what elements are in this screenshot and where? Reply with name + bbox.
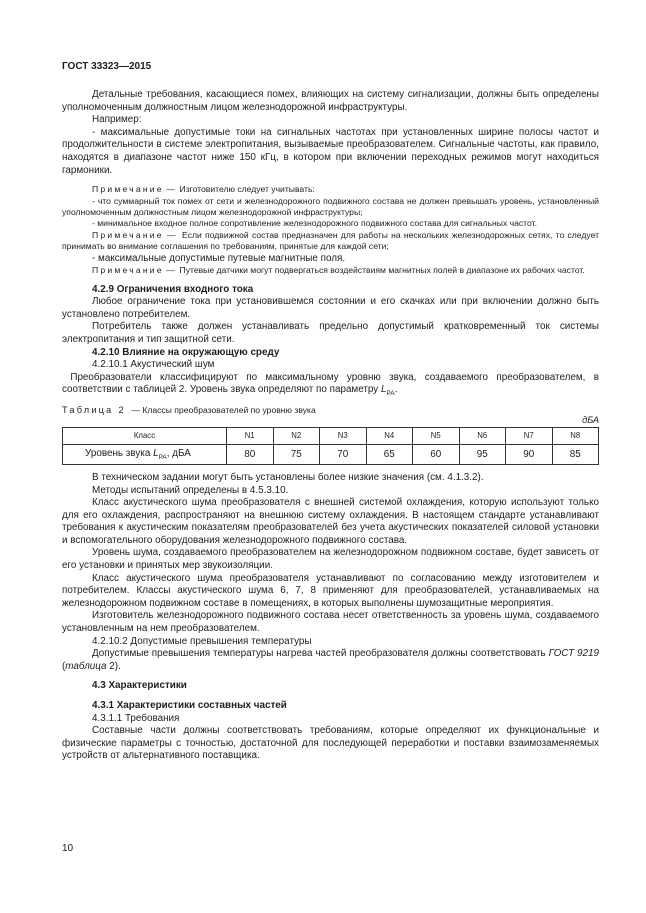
table-header-cell: N4 xyxy=(366,427,413,444)
note-item: - минимальное входное полное сопротивление железнодорожного подвижного состава для сигнальных частот. xyxy=(92,218,537,229)
table-row-label: Уровень звука $L_{PA}$, дБА xyxy=(63,444,227,464)
table-cell: 75 xyxy=(273,444,320,464)
table-cell: 95 xyxy=(459,444,506,464)
subsection-heading: 4.2.10.1 Акустический шум xyxy=(92,359,215,371)
section-heading-4-2-9: 4.2.9 Ограничения входного тока xyxy=(92,283,254,295)
note-2 xyxy=(62,230,599,253)
paragraph: Составные части должны соответствовать требованиям, которые определяют их функциональные и физические параметры с точностью, достаточной для последующей переработки и поставки взаимозаменяемых устройств от альтернативного поставщика. xyxy=(62,725,599,762)
table-header-row xyxy=(63,427,599,444)
table-row xyxy=(63,444,599,464)
note-label: Примечание xyxy=(92,229,164,240)
section-heading-4-3: 4.3 Характеристики xyxy=(92,680,187,692)
paragraph: Методы испытаний определены в 4.5.3.10. xyxy=(92,484,289,496)
paragraph: - максимальные допустимые путевые магнитные поля. xyxy=(92,252,346,264)
table-caption-number: 2 xyxy=(118,404,124,415)
note-dash: — xyxy=(166,229,176,240)
table-caption-text: — Классы преобразователей по уровню звука xyxy=(131,404,316,415)
table-cell: 65 xyxy=(366,444,413,464)
standard-header: ГОСТ 33323—2015 xyxy=(62,61,152,72)
paragraph: Детальные требования, касающиеся помех, влияющих на систему сигнализации, должны быть определены уполномоченным должностным лицом железнодорожной инфраструктуры. xyxy=(62,89,599,113)
table-cell: 60 xyxy=(413,444,460,464)
table-header-cell: N5 xyxy=(413,427,460,444)
section-heading-4-2-10: 4.2.10 Влияние на окружающую среду xyxy=(92,346,280,358)
note-3 xyxy=(62,265,599,276)
table-caption xyxy=(62,405,599,425)
paragraph: Любое ограничение тока при установившемся состоянии и его скачках или при включении должно быть установлено потребителем. xyxy=(62,296,599,320)
note-item: - что суммарный ток помех от сети и железнодорожного подвижного состава не должен превышать уровень, установленный уполномоченным должностным лицом железнодорожной инфраструктуры; xyxy=(62,195,599,217)
paragraph: Класс акустического шума преобразователя с внешней системой охлаждения, которую используют только для его охлаждения, распространяют на внешнюю систему охлаждения. В настоящем стандарте устанавливают требования к акустическим показателям преобразователей без учета акустических показателей силовой установки и вспомогательного оборудования железнодорожного подвижного состава. xyxy=(62,497,599,546)
note-dash: — xyxy=(166,184,175,195)
paragraph: Изготовитель железнодорожного подвижного состава несет ответственность за уровень шума, создаваемого установленным на нем преобразователем. xyxy=(62,610,599,635)
table-cell: 70 xyxy=(320,444,367,464)
table-header-cell: Класс xyxy=(63,427,227,444)
page-body xyxy=(62,89,599,763)
paragraph: Потребитель также должен устанавливать предельно допустимый кратковременный ток системы электропитания и тип защитной сети. xyxy=(62,321,599,345)
table-cell: 85 xyxy=(552,444,599,464)
page-number: 10 xyxy=(62,843,74,854)
table-caption-word: Таблица xyxy=(62,404,114,415)
paragraph: Уровень шума, создаваемого преобразователем на железнодорожном подвижном составе, будет зависеть от его установки и принятых мер звукоизоляции. xyxy=(62,547,599,572)
table-header-cell: N7 xyxy=(506,427,553,444)
paragraph-acoustic: Преобразователи классифицируют по максимальному уровню звука, создаваемого преобразователем, в соответствии с таблицей 2. Уровень звука определяют по параметру $L_{PA}$. xyxy=(62,371,599,398)
paragraph: В техническом задании могут быть установлены более низкие значения (см. 4.1.3.2). xyxy=(92,471,484,483)
section-heading-4-3-1: 4.3.1 Характеристики составных частей xyxy=(92,700,287,711)
note-1 xyxy=(62,184,599,195)
table-header-cell: N8 xyxy=(552,427,599,444)
table-unit: дБА xyxy=(582,414,599,425)
table-cell: 90 xyxy=(506,444,553,464)
table-header-cell: N3 xyxy=(320,427,367,444)
paragraph: Класс акустического шума преобразователя устанавливают по согласованию между изготовителем и потребителем. Классы акустического шума 6, 7, 8 применяют для преобразователей, устанавливаемых на железнодорожном подвижном составе в помещениях, в которых выполнены шумозащитные мероприятия. xyxy=(62,572,599,609)
note-text: Изготовителю следует учитывать: xyxy=(179,184,315,195)
note-label: Примечание xyxy=(92,184,164,195)
table-header-cell: N1 xyxy=(227,427,274,444)
paragraph: - максимальные допустимые токи на сигнальных частотах при установленных ширине полосы частот и продолжительности в системе электропитания, вызываемые преобразователем. Сигнальные частоты, как правило, находятся в диапазоне частот ниже 150 кГц, в котором при включении переходных режимов могут находиться гармоники. xyxy=(62,126,599,176)
subsection-heading: 4.2.10.2 Допустимые превышения температуры xyxy=(92,635,312,647)
paragraph-temperature: Допустимые превышения температуры нагрева частей преобразователя должны соответствовать ГОСТ 9219 (таблица 2). xyxy=(62,648,600,672)
note-text: Путевые датчики могут подвергаться воздействиям магнитных полей в диапазоне их рабочих частот. xyxy=(179,265,585,276)
paragraph: Например: xyxy=(92,114,142,126)
subsection-heading: 4.3.1.1 Требования xyxy=(92,712,180,724)
table-cell: 80 xyxy=(227,444,274,464)
table-header-cell: N6 xyxy=(459,427,506,444)
noise-class-table xyxy=(62,427,599,465)
table-header-cell: N2 xyxy=(273,427,320,444)
note-label: Примечание xyxy=(92,265,164,276)
note-text: Если подвижной состав предназначен для работы на нескольких железнодорожных сетях, то следует принимать во внимание соглашения по требованиям, принятые для каждой сети; xyxy=(62,229,600,252)
note-dash: — xyxy=(166,265,175,276)
